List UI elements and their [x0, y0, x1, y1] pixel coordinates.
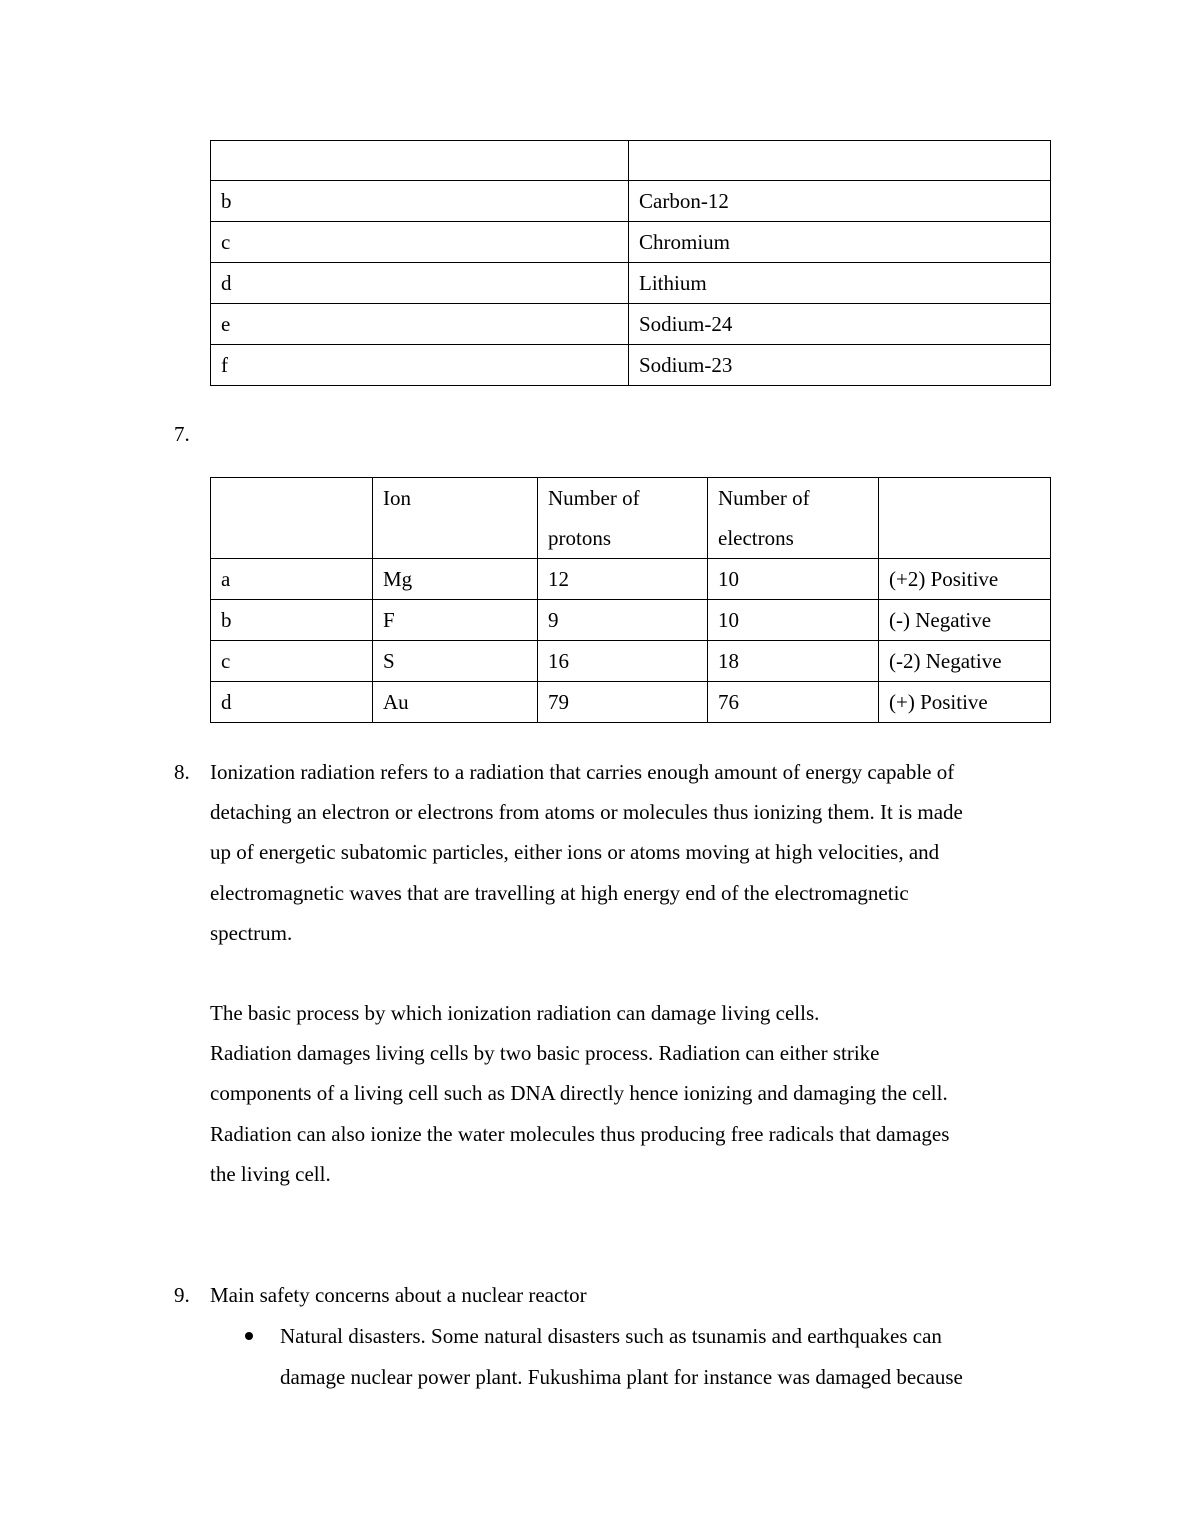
protons-cell: 79	[538, 682, 708, 723]
table-header-cell	[879, 478, 1051, 559]
electrons-column-header	[708, 478, 879, 559]
ion-cell: Mg	[373, 559, 538, 600]
table-cell: c	[211, 222, 629, 263]
paragraph-line: spectrum.	[210, 920, 293, 945]
table-cell: Carbon-12	[629, 181, 1051, 222]
table-row	[211, 263, 1051, 304]
row-label: c	[211, 641, 373, 682]
charge-cell: (+) Positive	[879, 682, 1051, 723]
protons-header-line2: protons	[548, 526, 611, 550]
question-8-answer	[210, 752, 1060, 953]
subsection-heading: The basic process by which ionization radiation can damage living cells.	[210, 1001, 820, 1025]
ion-cell: Au	[373, 682, 538, 723]
table-row	[211, 641, 1051, 682]
question-8-subsection	[210, 993, 1060, 1194]
paragraph-line: components of a living cell such as DNA directly hence ionizing and damaging the cell.	[210, 1081, 948, 1106]
table-row	[211, 181, 1051, 222]
paragraph-line: electromagnetic waves that are travelling at high energy end of the electromagnetic	[210, 880, 909, 905]
electrons-cell: 76	[708, 682, 879, 723]
electrons-cell: 18	[708, 641, 879, 682]
table-row	[211, 304, 1051, 345]
table-cell: Lithium	[629, 263, 1051, 304]
paragraph-line: Ionization radiation refers to a radiation that carries enough amount of energy capable of	[210, 760, 955, 784]
ions-table	[210, 477, 1051, 723]
table-cell	[629, 141, 1051, 181]
table-row	[211, 559, 1051, 600]
table-row	[211, 141, 1051, 181]
table-cell: d	[211, 263, 629, 304]
charge-cell: (+2) Positive	[879, 559, 1051, 600]
electrons-header-line1: Number of	[718, 486, 810, 510]
ion-cell: F	[373, 600, 538, 641]
paragraph-line: the living cell.	[210, 1161, 331, 1186]
electrons-cell: 10	[708, 559, 879, 600]
paragraph-line: Radiation damages living cells by two basic process. Radiation can either strike	[210, 1041, 880, 1066]
ion-column-header: Ion	[373, 478, 538, 559]
table-cell: b	[211, 181, 629, 222]
protons-cell: 12	[538, 559, 708, 600]
table-header-row	[211, 478, 1051, 559]
row-label: a	[211, 559, 373, 600]
protons-header-line1: Number of	[548, 486, 640, 510]
paragraph-line: Radiation can also ionize the water molecules thus producing free radicals that damages	[210, 1121, 950, 1146]
table-row	[211, 600, 1051, 641]
table-row	[211, 345, 1051, 386]
electrons-cell: 10	[708, 600, 879, 641]
table-cell: Chromium	[629, 222, 1051, 263]
elements-table	[210, 140, 1051, 386]
table-cell: Sodium-23	[629, 345, 1051, 386]
charge-cell: (-) Negative	[879, 600, 1051, 641]
table-header-cell	[211, 478, 373, 559]
charge-cell: (-2) Negative	[879, 641, 1051, 682]
table-cell: Sodium-24	[629, 304, 1051, 345]
ion-cell: S	[373, 641, 538, 682]
bullet-item	[280, 1316, 1070, 1397]
question-9-title: Main safety concerns about a nuclear reactor	[210, 1283, 587, 1307]
table-cell: e	[211, 304, 629, 345]
row-label: d	[211, 682, 373, 723]
table-cell: f	[211, 345, 629, 386]
bullet-line: damage nuclear power plant. Fukushima plant for instance was damaged because	[280, 1365, 963, 1390]
bullet-line: Natural disasters. Some natural disasters such as tsunamis and earthquakes can	[280, 1324, 942, 1348]
question-8-number: 8.	[174, 760, 190, 784]
table-row	[211, 682, 1051, 723]
protons-cell: 9	[538, 600, 708, 641]
electrons-header-line2: electrons	[718, 526, 794, 550]
paragraph-line: detaching an electron or electrons from atoms or molecules thus ionizing them. It is made	[210, 800, 963, 825]
paragraph-line: up of energetic subatomic particles, either ions or atoms moving at high velocities, and	[210, 840, 940, 865]
table-cell	[211, 141, 629, 181]
protons-column-header	[538, 478, 708, 559]
question-7-number: 7.	[174, 422, 190, 446]
bullet-icon	[245, 1332, 253, 1340]
row-label: b	[211, 600, 373, 641]
question-9-number: 9.	[174, 1283, 190, 1307]
table-row	[211, 222, 1051, 263]
protons-cell: 16	[538, 641, 708, 682]
